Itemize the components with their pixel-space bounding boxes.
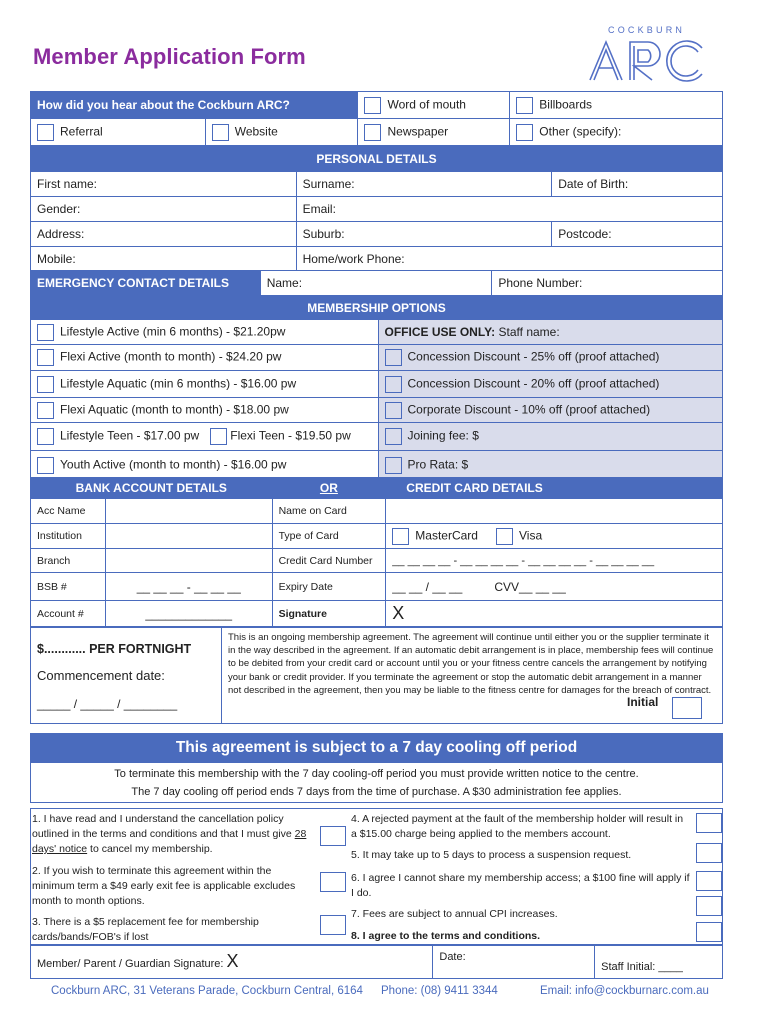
agreement-text: This is an ongoing membership agreement. The agreement will continue until either you or the supplier terminate it in the way described in the agreement. If an automatic debit arrangement is in place, membership fees will continue to be debited from your credit card or account until you or your fitness centre cancels the arrangement by notifying your bank or credit provider. If you terminate the agreement or stop the automatic debit arrangement in a manner not described in the agreement, then you may be liable to the fitness centre for damages for the breach of contract. <box>228 632 714 696</box>
footer-phone: Phone: (08) 9411 3344 <box>381 985 498 997</box>
term-4: 4. A rejected payment at the fault of the membership holder will result in a $15.00 charge being applied to the members account. <box>351 813 684 840</box>
checkbox-icon[interactable] <box>37 124 54 141</box>
option-referral[interactable]: Referral <box>31 119 206 146</box>
checkbox-icon[interactable] <box>516 124 533 141</box>
card-number-label: Credit Card Number <box>272 549 386 573</box>
checkbox-icon[interactable] <box>516 97 533 114</box>
checkbox-icon[interactable] <box>37 324 54 341</box>
term-8: 8. I agree to the terms and conditions. <box>351 930 541 942</box>
office-use-staff: OFFICE USE ONLY: Staff name: <box>378 320 723 345</box>
dob-field[interactable]: Date of Birth: <box>552 172 723 197</box>
referral-source-table <box>30 91 723 146</box>
term-4-checkbox[interactable] <box>696 813 722 833</box>
bsb-input[interactable]: __ __ __ - __ __ __ <box>105 573 272 601</box>
staff-initial-field[interactable]: Staff Initial: ____ <box>595 946 723 979</box>
term-2-checkbox[interactable] <box>320 872 346 892</box>
personal-details-heading: PERSONAL DETAILS <box>31 146 723 172</box>
mastercard-checkbox[interactable] <box>392 528 409 545</box>
checkbox-icon[interactable] <box>364 124 381 141</box>
checkbox-icon[interactable] <box>37 402 54 419</box>
option-other[interactable]: Other (specify): <box>510 119 723 146</box>
checkbox-icon[interactable] <box>37 457 54 474</box>
checkbox-icon[interactable] <box>37 349 54 366</box>
checkbox-icon[interactable] <box>210 428 227 445</box>
type-of-card-options <box>386 524 723 549</box>
option-billboards[interactable]: Billboards <box>510 92 723 119</box>
commencement-label: Commencement date: <box>37 668 165 683</box>
page-title: Member Application Form <box>33 44 306 69</box>
membership-options-table <box>30 295 723 480</box>
name-on-card-input[interactable] <box>386 499 723 524</box>
option-lifestyle-teen[interactable]: Lifestyle Teen - $17.00 pw <box>31 423 211 451</box>
option-lifestyle-aquatic[interactable]: Lifestyle Aquatic (min 6 months) - $16.00 pw <box>31 371 379 398</box>
checkbox-icon[interactable] <box>364 97 381 114</box>
member-signature-field[interactable]: Member/ Parent / Guardian Signature: X <box>31 946 433 979</box>
term-6-checkbox[interactable] <box>696 871 722 891</box>
personal-details-table <box>30 145 723 271</box>
surname-field[interactable]: Surname: <box>296 172 552 197</box>
checkbox-icon[interactable] <box>37 428 54 445</box>
joining-fee[interactable]: Joining fee: $ <box>378 423 723 451</box>
checkbox-icon[interactable] <box>385 349 402 366</box>
option-corporate-10[interactable]: Corporate Discount - 10% off (proof attached) <box>378 398 723 423</box>
expiry-cvv-cell[interactable] <box>386 573 723 601</box>
acc-name-input[interactable] <box>105 499 272 524</box>
term-7-checkbox[interactable] <box>696 896 722 916</box>
signature-table <box>30 945 723 979</box>
cvv-input[interactable]: CVV__ __ __ <box>494 579 566 594</box>
bsb-label: BSB # <box>31 573 106 601</box>
option-newspaper[interactable]: Newspaper <box>358 119 510 146</box>
card-number-input[interactable]: __ __ __ __ - __ __ __ __ - __ __ __ __ - __ __ __ __ <box>386 549 723 573</box>
option-flexi-teen[interactable]: Flexi Teen - $19.50 pw <box>210 423 378 451</box>
visa-checkbox[interactable] <box>496 528 513 545</box>
logo <box>588 38 706 85</box>
term-5: 5. It may take up to 5 days to process a suspension request. <box>351 849 632 861</box>
or-label: OR <box>272 478 386 499</box>
term-7: 7. Fees are subject to annual CPI increases. <box>351 908 558 920</box>
membership-heading: MEMBERSHIP OPTIONS <box>31 296 723 320</box>
mobile-field[interactable]: Mobile: <box>31 247 297 271</box>
cooling-off-line-2: The 7 day cooling off period ends 7 days from the time of purchase. A $30 administration fee applies. <box>131 786 622 798</box>
date-field[interactable]: Date: <box>433 946 595 979</box>
cooling-off-line-1: To terminate this membership with the 7 day cooling-off period you must provide written notice to the centre. <box>114 768 639 780</box>
cooling-off-banner: This agreement is subject to a 7 day cooling off period <box>30 733 723 763</box>
account-input[interactable]: _____________ <box>105 601 272 627</box>
option-word-of-mouth[interactable]: Word of mouth <box>358 92 510 119</box>
checkbox-icon[interactable] <box>212 124 229 141</box>
term-1: 1. I have read and I understand the cancellation policy outlined in the terms and conditions and that I must give 28 days' notice to cancel my membership. <box>32 813 307 855</box>
checkbox-icon[interactable] <box>385 428 402 445</box>
term-3-checkbox[interactable] <box>320 915 346 935</box>
signature-label: Signature <box>272 601 386 627</box>
agreement-table <box>30 627 723 724</box>
checkbox-icon[interactable] <box>385 457 402 474</box>
term-2: 2. If you wish to terminate this agreement within the minimum term a $49 early exit fee is applicable excludes month to month options. <box>32 865 296 907</box>
option-concession-20[interactable]: Concession Discount - 20% off (proof attached) <box>378 371 723 398</box>
term-1-checkbox[interactable] <box>320 826 346 846</box>
checkbox-icon[interactable] <box>385 402 402 419</box>
pro-rata[interactable]: Pro Rata: $ <box>378 451 723 480</box>
signature-input[interactable]: X <box>386 601 723 627</box>
postcode-field[interactable]: Postcode: <box>552 222 723 247</box>
option-youth-active[interactable]: Youth Active (month to month) - $16.00 pw <box>31 451 379 480</box>
option-lifestyle-active[interactable]: Lifestyle Active (min 6 months) - $21.20pw <box>31 320 379 345</box>
term-6: 6. I agree I cannot share my membership access; a $100 fine will apply if I do. <box>351 872 690 899</box>
payment-table <box>30 477 723 627</box>
bank-heading: BANK ACCOUNT DETAILS <box>31 478 273 499</box>
mastercard-label: MasterCard <box>415 528 478 543</box>
payment-summary <box>31 628 222 724</box>
branch-label: Branch <box>31 549 106 573</box>
visa-label: Visa <box>518 528 543 543</box>
emergency-heading: EMERGENCY CONTACT DETAILS <box>31 271 261 296</box>
account-label: Account # <box>31 601 106 627</box>
acc-name-label: Acc Name <box>31 499 106 524</box>
name-on-card-label: Name on Card <box>272 499 386 524</box>
commencement-date-input[interactable]: _____ / _____ / ________ <box>37 697 178 711</box>
emergency-name-field[interactable]: Name: <box>260 271 492 296</box>
gender-field[interactable]: Gender: <box>31 197 297 222</box>
option-concession-25[interactable]: Concession Discount - 25% off (proof attached) <box>378 345 723 371</box>
agreement-text-cell <box>222 628 723 724</box>
email-field[interactable]: Email: <box>296 197 722 222</box>
expiry-input[interactable]: __ __ / __ __ <box>392 579 463 594</box>
footer-email[interactable]: Email: info@cockburnarc.com.au <box>540 985 709 997</box>
option-website[interactable]: Website <box>205 119 358 146</box>
first-name-field[interactable]: First name: <box>31 172 297 197</box>
term-5-checkbox[interactable] <box>696 843 722 863</box>
address-field[interactable]: Address: <box>31 222 297 247</box>
option-flexi-active[interactable]: Flexi Active (month to month) - $24.20 pw <box>31 345 379 371</box>
type-of-card-label: Type of Card <box>272 524 386 549</box>
referral-question: How did you hear about the Cockburn ARC? <box>31 92 358 119</box>
suburb-field[interactable]: Suburb: <box>296 222 552 247</box>
option-flexi-aquatic[interactable]: Flexi Aquatic (month to month) - $18.00 pw <box>31 398 379 423</box>
emergency-phone-field[interactable]: Phone Number: <box>492 271 723 296</box>
card-heading: CREDIT CARD DETAILS <box>386 478 723 499</box>
checkbox-icon[interactable] <box>385 376 402 393</box>
checkbox-icon[interactable] <box>37 376 54 393</box>
term-3: 3. There is a $5 replacement fee for membership cards/bands/FOB's if lost <box>32 916 259 943</box>
branch-input[interactable] <box>105 549 272 573</box>
initial-label: Initial <box>627 695 659 709</box>
emergency-contact-table <box>30 270 723 296</box>
cooling-off-notice <box>30 763 723 803</box>
signature-mark: X <box>226 951 239 971</box>
expiry-label: Expiry Date <box>272 573 386 601</box>
term-8-checkbox[interactable] <box>696 922 722 942</box>
per-fortnight-label[interactable]: $............ PER FORTNIGHT <box>37 642 192 656</box>
logo-wordmark: COCKBURN <box>608 25 686 35</box>
institution-label: Institution <box>31 524 106 549</box>
home-phone-field[interactable]: Home/work Phone: <box>296 247 722 271</box>
footer-address: Cockburn ARC, 31 Veterans Parade, Cockburn Central, 6164 <box>51 985 363 997</box>
initial-box[interactable] <box>672 697 702 719</box>
institution-input[interactable] <box>105 524 272 549</box>
